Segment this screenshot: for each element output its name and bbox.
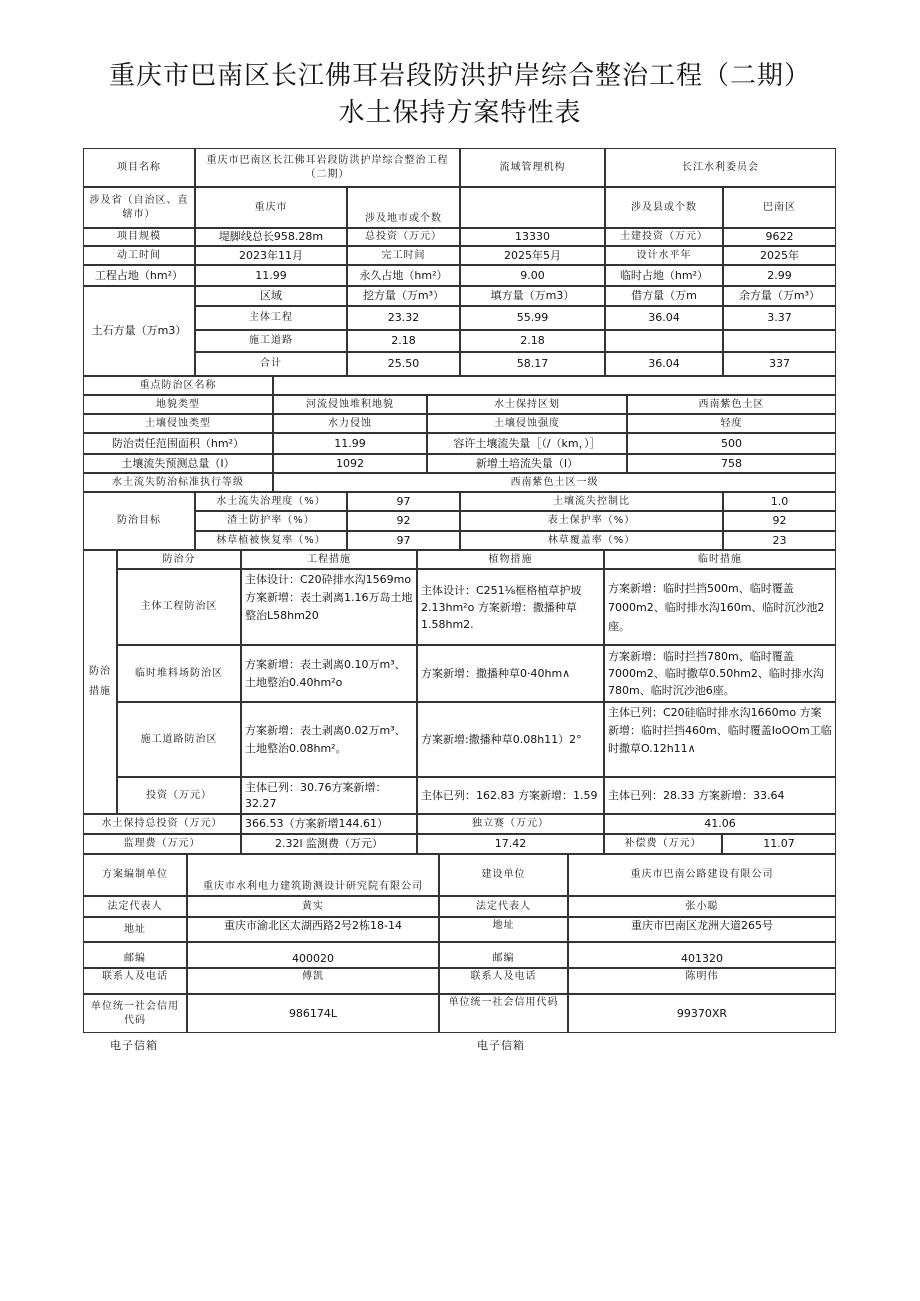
measure-invest-plant: 主体已列：162.83 方案新增：1.59 (417, 777, 604, 814)
scale-label: 项目规模 (83, 228, 195, 246)
key-area-label: 重点防治区名称 (83, 376, 273, 395)
new-loss-label: 新增土培流失量（I） (427, 454, 627, 473)
measure-plant: 方案新增:撒播种草0.08h11）2° (417, 702, 604, 777)
new-loss-value: 758 (627, 454, 836, 473)
address-build-label: 地址 (439, 917, 568, 942)
scale-value: 堤脚线总长958.28m (195, 228, 347, 246)
contact-build: 陈明伟 (568, 968, 836, 994)
measure-invest-label: 投资（万元） (117, 777, 241, 814)
earthwork-row-fill: 2.18 (460, 330, 605, 352)
design-year-value: 2025年 (723, 246, 836, 265)
address-build: 重庆市巴南区龙洲大道265号 (568, 917, 836, 942)
monitoring-fee-value: 17.42 (417, 834, 604, 854)
independent-fee-value: 41.06 (604, 814, 836, 834)
earthwork-header-surplus: 余方量（万m³） (723, 286, 836, 306)
measures-side-label: 防治措施 (83, 550, 117, 814)
document-subtitle: 水土保持方案特性表 (338, 98, 582, 128)
measures-header-temp: 临时措施 (604, 550, 836, 569)
measure-plant: 主体设计：C251⅛框格植草护坡2.13hm²o 方案新增：撒播种草1.58hm2. (417, 569, 604, 645)
total-swc-invest-label: 水土保持总投资（万元） (83, 814, 241, 834)
city-value (460, 187, 605, 228)
legal-rep-build: 张小聪 (568, 896, 836, 917)
city-label: 涉及地市或个数 (347, 187, 460, 228)
pred-loss-value: 1092 (273, 454, 427, 473)
earthwork-row-fill: 55.99 (460, 306, 605, 330)
target-name: 渣土防护率（%） (195, 511, 347, 531)
credit-code-build-label: 单位统一社会信用代码 (439, 994, 568, 1033)
address-prep: 重庆市渝北区太湖西路2号2栋18-14 (187, 917, 439, 942)
build-unit-value: 重庆市巴南公路建设有限公司 (568, 854, 836, 896)
contact-prep: 傅凯 (187, 968, 439, 994)
measures-header-plant: 植物措施 (417, 550, 604, 569)
erosion-level-value: 轻度 (627, 414, 836, 433)
earthwork-row-cut: 2.18 (347, 330, 460, 352)
contact-label: 联系人及电话 (83, 968, 187, 994)
pred-loss-label: 土壤流失预测总量（I） (83, 454, 273, 473)
temporary-area-value: 2.99 (723, 265, 836, 286)
address-label: 地址 (83, 917, 187, 942)
measure-plant: 方案新增：撒播种草0·40hm∧ (417, 645, 604, 702)
earthwork-row-surplus (723, 330, 836, 352)
measure-temp: 方案新增：临时拦挡500m、临时覆盖7000m2、临时排水沟160m、临时沉沙池2座。 (604, 569, 836, 645)
standard-label: 水土流失防治标准执行等级 (83, 473, 273, 492)
earthwork-header-cut: 挖方量（万m³） (347, 286, 460, 306)
total-swc-invest-value: 366.53（方案新增144.61） (241, 814, 417, 834)
supervision-fee-label: 监理费（万元） (83, 834, 241, 854)
legal-rep-label: 法定代表人 (83, 896, 187, 917)
measure-invest-temp: 主体已列：28.33 方案新增：33.64 (604, 777, 836, 814)
landform-label: 地貌类型 (83, 395, 273, 414)
allow-loss-label: 容许土壤流失量［（/（km，）］ (427, 433, 627, 454)
project-name-label: 项目名称 (83, 148, 195, 187)
area-label: 工程占地（hm²） (83, 265, 195, 286)
targets-label: 防治目标 (83, 492, 195, 550)
earthwork-row-fill: 58.17 (460, 352, 605, 376)
measures-header-zone: 防治分 (117, 550, 241, 569)
independent-fee-label: 独立赛（万元） (417, 814, 604, 834)
earthwork-header-zone: 区域 (195, 286, 347, 306)
earthwork-row-zone: 主体工程 (195, 306, 347, 330)
end-time-label: 完工时间 (347, 246, 460, 265)
county-value: 巴南区 (723, 187, 836, 228)
earthwork-label: 土石方量（万m3） (83, 286, 195, 376)
target-value: 97 (347, 531, 460, 550)
compensation-fee-label: 补偿费（万元） (604, 834, 722, 854)
measure-temp: 方案新增：临时拦挡780m、临时覆盖7000m2、临时撒草0.50hm2、临时排水沟780m、临时沉沙池6座。 (604, 645, 836, 702)
key-area-value (273, 376, 836, 395)
basin-agency-value: 长江水利委员会 (605, 148, 836, 187)
prep-unit-value: 重庆市水利电力建筑勘测设计研究院有限公司 (187, 854, 439, 896)
earthwork-row-borrow: 36.04 (605, 352, 723, 376)
measure-zone: 临时堆料场防治区 (117, 645, 241, 702)
legal-rep-build-label: 法定代表人 (439, 896, 568, 917)
earthwork-row-cut: 23.32 (347, 306, 460, 330)
postcode-build-label: 邮编 (439, 942, 568, 968)
legal-rep-prep: 黄实 (187, 896, 439, 917)
target-name: 林草植被恢复率（%） (195, 531, 347, 550)
earthwork-row-surplus: 337 (723, 352, 836, 376)
earthwork-row-cut: 25.50 (347, 352, 460, 376)
landform-value: 河流侵蚀堆积地貌 (273, 395, 427, 414)
earthwork-row-zone: 合计 (195, 352, 347, 376)
target-value: 92 (347, 511, 460, 531)
target-name: 林草覆盖率（%） (460, 531, 723, 550)
postcode-build: 401320 (568, 942, 836, 968)
end-time-value: 2025年5月 (460, 246, 605, 265)
contact-build-label: 联系人及电话 (439, 968, 568, 994)
target-name: 水土流失治理度（%） (195, 492, 347, 511)
civil-invest-label: 土建投资（万元） (605, 228, 723, 246)
prep-unit-label: 方案编制单位 (83, 854, 187, 896)
erosion-type-label: 土壤侵蚀类型 (83, 414, 273, 433)
temporary-area-label: 临时占地（hm²） (605, 265, 723, 286)
measure-eng: 方案新增：表土剥离0.02万m³、土地整治0.08hm²。 (241, 702, 417, 777)
credit-code-label: 单位统一社会信用代码 (83, 994, 187, 1033)
earthwork-header-fill: 填方量（万m3） (460, 286, 605, 306)
standard-value: 西南紫色土区一级 (273, 473, 836, 492)
earthwork-row-borrow: 36.04 (605, 306, 723, 330)
supervision-fee-value: 2.32l 监测费（万元） (241, 834, 417, 854)
earthwork-row-surplus: 3.37 (723, 306, 836, 330)
area-value: 11.99 (195, 265, 347, 286)
email-label-build: 电子信箱 (477, 1039, 525, 1052)
permanent-area-label: 永久占地（hm²） (347, 265, 460, 286)
earthwork-row-zone: 施工道路 (195, 330, 347, 352)
build-unit-label: 建设单位 (439, 854, 568, 896)
measures-header-eng: 工程措施 (241, 550, 417, 569)
target-value: 23 (723, 531, 836, 550)
permanent-area-value: 9.00 (460, 265, 605, 286)
county-label: 涉及县或个数 (605, 187, 723, 228)
province-label: 涉及省（自治区、直辖市） (83, 187, 195, 228)
basin-agency-label: 流域管理机构 (460, 148, 605, 187)
document-title: 重庆市巴南区长江佛耳岩段防洪护岸综合整治工程（二期） (108, 61, 811, 91)
civil-invest-value: 9622 (723, 228, 836, 246)
start-time-label: 动工时间 (83, 246, 195, 265)
credit-code-build: 99370XR (568, 994, 836, 1033)
measure-eng: 主体设计：C20砕排水沟1569mo 方案新增：表土剥离1.16万岛土地整治L58hm20 (241, 569, 417, 645)
measure-zone: 主体工程防治区 (117, 569, 241, 645)
total-invest-value: 13330 (460, 228, 605, 246)
erosion-type-value: 水力侵蚀 (273, 414, 427, 433)
target-value: 92 (723, 511, 836, 531)
credit-code-prep: 986174L (187, 994, 439, 1033)
total-invest-label: 总投资（万元） (347, 228, 460, 246)
earthwork-header-borrow: 借方量（万m (605, 286, 723, 306)
resp-area-value: 11.99 (273, 433, 427, 454)
earthwork-row-borrow (605, 330, 723, 352)
postcode-prep: 400020 (187, 942, 439, 968)
target-name: 土壤流失控制比 (460, 492, 723, 511)
measure-invest-eng: 主体已列：30.76方案新增：32.27 (241, 777, 417, 814)
project-name-value: 重庆市巴南区长江佛耳岩段防洪护岸综合整治工程（二期） (195, 148, 460, 187)
compensation-fee-value: 11.07 (722, 834, 836, 854)
email-label-prep: 电子信箱 (110, 1039, 158, 1052)
target-value: 1.0 (723, 492, 836, 511)
target-value: 97 (347, 492, 460, 511)
target-name: 表土保护率（%） (460, 511, 723, 531)
measure-eng: 方案新增：表土剥离0.10万m³、土地整治0.40hm²o (241, 645, 417, 702)
design-year-label: 设计水平年 (605, 246, 723, 265)
erosion-level-label: 土壤侵蚀强度 (427, 414, 627, 433)
zone-value: 西南紫色土区 (627, 395, 836, 414)
zone-label: 水土保持区划 (427, 395, 627, 414)
measure-temp: 主体已列：C20硅临时排水沟1660mo 方案新增：临时拦挡460m、临时覆盖IoOOm工临时撒草O.12h11∧ (604, 702, 836, 777)
postcode-label: 邮编 (83, 942, 187, 968)
measure-zone: 施工道路防治区 (117, 702, 241, 777)
allow-loss-value: 500 (627, 433, 836, 454)
start-time-value: 2023年11月 (195, 246, 347, 265)
province-value: 重庆市 (195, 187, 347, 228)
resp-area-label: 防治责任范围面积（hm²） (83, 433, 273, 454)
